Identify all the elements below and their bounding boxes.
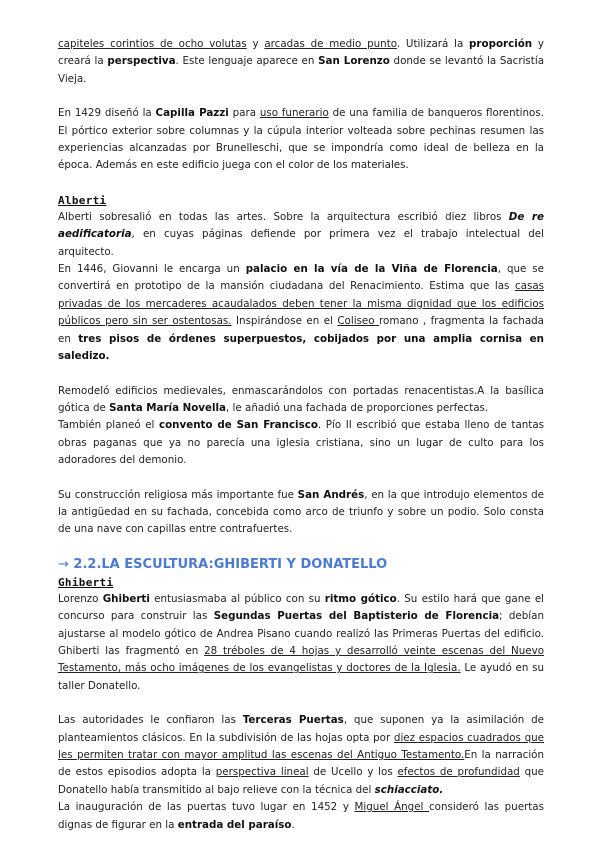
bold-text: Segundas Puertas del Baptisterio de Florencia — [213, 610, 500, 623]
text: de Ucello y los — [308, 766, 398, 779]
bold-text: tres pisos de órdenes superpuestos, cobijados por una amplia cornisa en saledizo. — [58, 332, 544, 363]
document-page — [58, 36, 544, 834]
paragraph-ghiberti-terceras — [58, 712, 544, 799]
text: Le ayudó en su taller Donatello. — [58, 662, 544, 692]
text: En 1429 diseñó la — [58, 107, 156, 120]
text: y creará la — [58, 38, 545, 68]
text: entusiasmaba al público con su — [149, 592, 325, 605]
text: , le añadió una fachada de proporciones perfectas. — [226, 401, 489, 414]
underlined-text: perspectiva lineal — [215, 766, 309, 779]
text: En 1446, Giovanni le encarga un — [58, 263, 246, 276]
paragraph-capilla-pazzi — [58, 105, 544, 175]
bold-text: entrada del paraíso — [177, 818, 292, 831]
bold-text: proporción — [469, 38, 533, 50]
text: . Su estilo hará que gane el concurso para construir las — [58, 592, 545, 623]
text: consideró las puertas dignas de figurar en la — [58, 801, 544, 831]
bold-text: palacio en la vía de la Viña de Florencia — [245, 263, 498, 276]
bold-text: Ghiberti — [102, 592, 150, 605]
paragraph-ghiberti-inauguracion — [58, 799, 544, 834]
arrow-right-icon: → — [58, 556, 69, 572]
underlined-text: casas privadas de los mercaderes acaudalados deben tener la misma dignidad que los edificios públicos pero sin ser ostentosas. — [58, 280, 544, 328]
text: para — [228, 107, 260, 120]
text: , en la que introdujo elementos de la antigüedad en su fachada, concebida como arco de triunfo y sobre un podio. Solo consta de una nave con capillas entre contrafuertes. — [58, 488, 544, 536]
bold-text: Santa María Novella — [109, 401, 227, 414]
text: Las autoridades le confiaron las — [58, 714, 243, 727]
text: romano , fragmenta la fachada en — [58, 315, 544, 345]
paragraph-alberti-palacio — [58, 261, 544, 365]
text: . — [291, 818, 295, 831]
text: :GHIBERTI Y DONATELLO — [208, 556, 388, 572]
text: 2.2.LA — [68, 556, 125, 572]
ghiberti-heading: Ghiberti — [58, 575, 114, 589]
paragraph-ghiberti-intro — [58, 591, 544, 695]
text: ; debían ajustarse al modelo gótico de Andrea Pisano cuando realizó las Primeras Puertas del edificio. Ghiberti las fragmentó en — [58, 610, 544, 657]
text: , que se convertirá en prototipo de la mansión ciudadana del Renacimiento. Estima que las — [58, 263, 545, 293]
text: La inauguración de las puertas tuvo lugar en 1452 y — [58, 801, 355, 814]
text: Alberti sobresalió en todas las artes. Sobre la arquitectura escribió diez libros — [58, 210, 509, 223]
bold-text: convento de San Francisco — [158, 419, 318, 432]
text: que Donatello había transmitido al bajo relieve con la técnica del — [58, 766, 544, 796]
bold-text: San Lorenzo — [318, 55, 390, 68]
bold-text: San Andrés — [297, 488, 365, 501]
bold-italic-text: De re aedificatoria — [58, 210, 544, 241]
text: También planeó el — [58, 419, 159, 432]
text: de una familia de banqueros florentinos. El pórtico exterior sobre columnas y la cúpula interior volteada sobre pechinas resumen las experiencias alcanzadas por Brunelleschi, que se impondría como ideal de belleza en la época. Además en este edificio juega con el color de los materiales. — [58, 107, 544, 172]
text: . Pío II escribió que estaba lleno de tantas obras paganas que ya no parecía una iglesia cristiana, sino un lugar de culto para los adoradores del demonio. — [58, 419, 544, 467]
underlined-text: uso funerario — [259, 107, 329, 120]
underlined-text: Miguel Ángel — [354, 801, 430, 814]
bold-italic-text: schiacciato. — [374, 783, 444, 796]
text: , en cuyas páginas defiende por primera vez el trabajo intelectual del arquitecto. — [58, 228, 544, 258]
bold-text: ritmo gótico — [324, 592, 397, 605]
text: En la narración de estos episodios adopta la — [58, 749, 545, 779]
text: ESCULTURA — [124, 556, 209, 572]
bold-text: perspectiva — [107, 55, 176, 68]
underlined-text: capiteles corintios de ocho volutas — [58, 38, 247, 50]
underlined-text: arcadas de medio punto — [264, 38, 397, 50]
text: Inspirándose en el — [231, 315, 338, 328]
bold-text: Capilla Pazzi — [155, 107, 229, 120]
text: . Utilizará la — [396, 38, 470, 50]
underlined-text: diez espacios cuadrados que les permiten tratar con mayor amplitud las escenas del Antiguo Testamento. — [58, 731, 544, 761]
underlined-text: efectos de profundidad — [397, 766, 520, 779]
text: . Este lenguaje aparece en — [175, 55, 319, 68]
text: Remodeló edificios medievales, enmascarándolos con portadas renacentistas.A la basílica gótica de — [58, 384, 544, 414]
text: y — [246, 38, 265, 50]
paragraph-alberti-san-andres — [58, 487, 544, 539]
paragraph-alberti-remodelo — [58, 383, 544, 418]
text: Lorenzo — [58, 592, 103, 605]
underlined-text: 28 tréboles de 4 hojas y desarrolló veinte escenas del Nuevo Testamento, más ocho imágenes de los evangelistas y doctores de la Iglesia. — [58, 644, 545, 675]
text: donde se levantó la Sacristía Vieja. — [58, 55, 545, 85]
section-heading-escultura — [58, 556, 544, 574]
text: , que suponen ya la asimilación de planteamientos clásicos. En la subdivisión de las hojas opta por — [58, 714, 544, 744]
paragraph-alberti-intro — [58, 209, 544, 261]
bold-text: Terceras Puertas — [242, 714, 344, 727]
text: Su construcción religiosa más importante fue — [58, 488, 298, 501]
underlined-text: Coliseo — [337, 315, 380, 328]
paragraph-brunelleschi-style — [58, 36, 544, 88]
alberti-heading: Alberti — [58, 193, 107, 207]
paragraph-alberti-convento — [58, 417, 544, 469]
